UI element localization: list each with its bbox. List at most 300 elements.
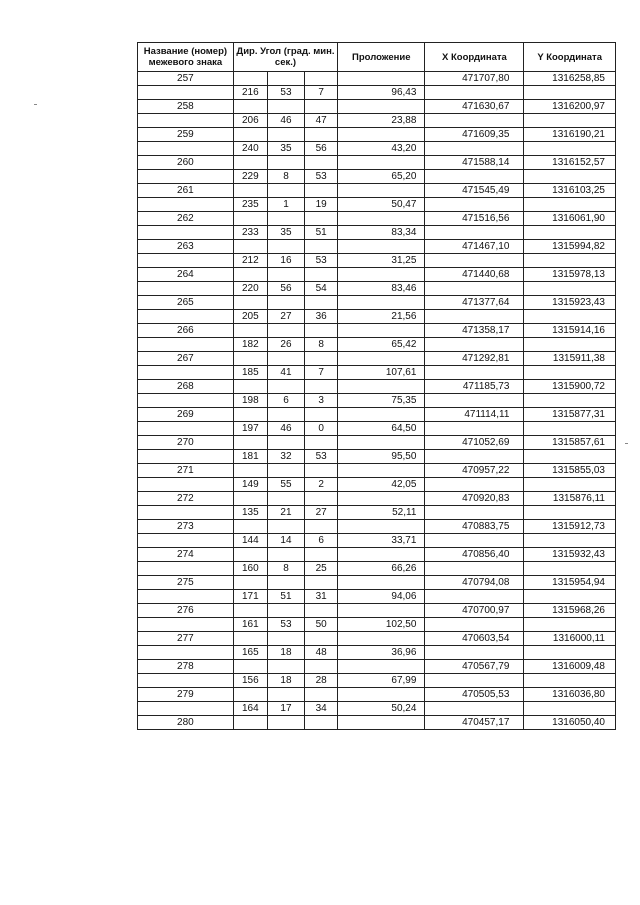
length-cell (338, 492, 425, 506)
angle-seconds-cell: 51 (305, 226, 338, 240)
table-row (138, 618, 616, 632)
y-coordinate-cell (524, 86, 616, 100)
y-coordinate-cell (524, 142, 616, 156)
angle-seconds-cell (305, 352, 338, 366)
y-coordinate-cell: 1315978,13 (524, 268, 616, 282)
x-coordinate-cell: 471358,17 (425, 324, 524, 338)
y-coordinate-cell (524, 338, 616, 352)
table-row (138, 408, 616, 422)
length-cell (338, 296, 425, 310)
angle-seconds-cell: 0 (305, 422, 338, 436)
point-name-cell: 266 (138, 324, 234, 338)
angle-minutes-cell (267, 128, 304, 142)
table-row (138, 72, 616, 86)
point-name-cell (138, 478, 234, 492)
point-name-cell: 263 (138, 240, 234, 254)
angle-seconds-cell: 3 (305, 394, 338, 408)
x-coordinate-cell: 470505,53 (425, 688, 524, 702)
point-name-cell: 265 (138, 296, 234, 310)
point-name-cell: 261 (138, 184, 234, 198)
length-cell (338, 324, 425, 338)
table-row (138, 380, 616, 394)
length-cell (338, 464, 425, 478)
length-cell: 21,56 (338, 310, 425, 324)
table-row (138, 436, 616, 450)
point-name-cell (138, 506, 234, 520)
length-cell: 50,47 (338, 198, 425, 212)
angle-degrees-cell (233, 128, 267, 142)
y-coordinate-cell: 1315994,82 (524, 240, 616, 254)
angle-degrees-cell (233, 716, 267, 730)
angle-minutes-cell (267, 520, 304, 534)
angle-degrees-cell: 206 (233, 114, 267, 128)
angle-degrees-cell: 160 (233, 562, 267, 576)
angle-seconds-cell: 54 (305, 282, 338, 296)
y-coordinate-cell (524, 562, 616, 576)
x-coordinate-cell: 470457,17 (425, 716, 524, 730)
point-name-cell: 273 (138, 520, 234, 534)
angle-minutes-cell: 32 (267, 450, 304, 464)
x-coordinate-cell (425, 674, 524, 688)
angle-seconds-cell (305, 268, 338, 282)
point-name-cell: 269 (138, 408, 234, 422)
table-row (138, 590, 616, 604)
point-name-cell (138, 366, 234, 380)
angle-degrees-cell (233, 324, 267, 338)
angle-degrees-cell (233, 296, 267, 310)
angle-degrees-cell (233, 240, 267, 254)
angle-minutes-cell (267, 268, 304, 282)
y-coordinate-cell: 1316000,11 (524, 632, 616, 646)
y-coordinate-cell: 1315968,26 (524, 604, 616, 618)
angle-minutes-cell (267, 716, 304, 730)
angle-minutes-cell: 56 (267, 282, 304, 296)
angle-degrees-cell (233, 688, 267, 702)
angle-degrees-cell: 171 (233, 590, 267, 604)
y-coordinate-cell: 1315954,94 (524, 576, 616, 590)
length-cell (338, 240, 425, 254)
angle-minutes-cell (267, 632, 304, 646)
point-name-cell: 271 (138, 464, 234, 478)
x-coordinate-cell (425, 254, 524, 268)
angle-seconds-cell (305, 408, 338, 422)
angle-minutes-cell: 21 (267, 506, 304, 520)
angle-seconds-cell (305, 492, 338, 506)
x-coordinate-cell (425, 142, 524, 156)
y-coordinate-cell: 1316050,40 (524, 716, 616, 730)
angle-minutes-cell: 14 (267, 534, 304, 548)
angle-seconds-cell (305, 184, 338, 198)
angle-minutes-cell (267, 492, 304, 506)
angle-seconds-cell (305, 380, 338, 394)
angle-minutes-cell: 35 (267, 142, 304, 156)
point-name-cell (138, 422, 234, 436)
length-cell (338, 716, 425, 730)
angle-degrees-cell (233, 576, 267, 590)
angle-minutes-cell: 8 (267, 562, 304, 576)
angle-minutes-cell: 53 (267, 86, 304, 100)
angle-degrees-cell: 156 (233, 674, 267, 688)
table-body (138, 72, 616, 730)
angle-degrees-cell: 149 (233, 478, 267, 492)
angle-degrees-cell (233, 464, 267, 478)
table-row (138, 310, 616, 324)
point-name-cell: 258 (138, 100, 234, 114)
point-name-cell: 270 (138, 436, 234, 450)
x-coordinate-cell: 471114,11 (425, 408, 524, 422)
table-row (138, 548, 616, 562)
angle-seconds-cell (305, 240, 338, 254)
angle-degrees-cell: 205 (233, 310, 267, 324)
y-coordinate-cell (524, 506, 616, 520)
point-name-cell: 272 (138, 492, 234, 506)
length-cell: 96,43 (338, 86, 425, 100)
angle-seconds-cell (305, 548, 338, 562)
angle-seconds-cell (305, 632, 338, 646)
point-name-cell (138, 450, 234, 464)
table-row (138, 646, 616, 660)
angle-seconds-cell (305, 128, 338, 142)
length-cell: 33,71 (338, 534, 425, 548)
angle-degrees-cell: 198 (233, 394, 267, 408)
point-name-cell (138, 534, 234, 548)
length-cell (338, 660, 425, 674)
angle-seconds-cell: 53 (305, 254, 338, 268)
point-name-cell (138, 198, 234, 212)
length-cell: 67,99 (338, 674, 425, 688)
table-row (138, 282, 616, 296)
x-coordinate-cell: 470920,83 (425, 492, 524, 506)
angle-degrees-cell: 216 (233, 86, 267, 100)
angle-degrees-cell (233, 212, 267, 226)
length-cell: 50,24 (338, 702, 425, 716)
angle-minutes-cell: 17 (267, 702, 304, 716)
angle-degrees-cell: 135 (233, 506, 267, 520)
angle-degrees-cell (233, 380, 267, 394)
angle-degrees-cell (233, 184, 267, 198)
angle-minutes-cell (267, 296, 304, 310)
y-coordinate-cell: 1316103,25 (524, 184, 616, 198)
table-row (138, 268, 616, 282)
y-coordinate-cell (524, 394, 616, 408)
x-coordinate-cell (425, 702, 524, 716)
angle-seconds-cell (305, 156, 338, 170)
angle-minutes-cell: 46 (267, 114, 304, 128)
x-coordinate-cell (425, 282, 524, 296)
length-cell (338, 548, 425, 562)
length-cell: 43,20 (338, 142, 425, 156)
angle-seconds-cell: 2 (305, 478, 338, 492)
point-name-cell: 259 (138, 128, 234, 142)
angle-seconds-cell: 27 (305, 506, 338, 520)
x-coordinate-cell (425, 226, 524, 240)
x-coordinate-cell (425, 590, 524, 604)
x-coordinate-cell (425, 86, 524, 100)
angle-degrees-cell (233, 100, 267, 114)
table-row (138, 394, 616, 408)
angle-seconds-cell (305, 688, 338, 702)
angle-seconds-cell (305, 520, 338, 534)
angle-seconds-cell: 53 (305, 170, 338, 184)
x-coordinate-cell: 471440,68 (425, 268, 524, 282)
angle-seconds-cell: 36 (305, 310, 338, 324)
angle-minutes-cell (267, 576, 304, 590)
angle-degrees-cell: 197 (233, 422, 267, 436)
length-cell (338, 576, 425, 590)
angle-seconds-cell: 25 (305, 562, 338, 576)
length-cell: 83,46 (338, 282, 425, 296)
length-cell (338, 688, 425, 702)
angle-minutes-cell (267, 100, 304, 114)
angle-degrees-cell (233, 268, 267, 282)
point-name-cell: 268 (138, 380, 234, 394)
header-y-coordinate: Y Координата (524, 43, 616, 72)
angle-seconds-cell (305, 464, 338, 478)
point-name-cell (138, 282, 234, 296)
angle-seconds-cell (305, 72, 338, 86)
angle-minutes-cell (267, 72, 304, 86)
angle-minutes-cell: 18 (267, 674, 304, 688)
x-coordinate-cell (425, 534, 524, 548)
angle-minutes-cell: 6 (267, 394, 304, 408)
table-row (138, 450, 616, 464)
y-coordinate-cell (524, 702, 616, 716)
x-coordinate-cell (425, 618, 524, 632)
table-header-row (138, 43, 616, 72)
angle-seconds-cell (305, 296, 338, 310)
y-coordinate-cell (524, 478, 616, 492)
y-coordinate-cell: 1316009,48 (524, 660, 616, 674)
table-row (138, 520, 616, 534)
length-cell: 65,20 (338, 170, 425, 184)
x-coordinate-cell: 470883,75 (425, 520, 524, 534)
angle-minutes-cell: 27 (267, 310, 304, 324)
point-name-cell (138, 226, 234, 240)
angle-seconds-cell (305, 324, 338, 338)
angle-minutes-cell (267, 184, 304, 198)
length-cell (338, 436, 425, 450)
table-row (138, 464, 616, 478)
length-cell (338, 156, 425, 170)
y-coordinate-cell: 1315932,43 (524, 548, 616, 562)
x-coordinate-cell: 471516,56 (425, 212, 524, 226)
angle-seconds-cell: 50 (305, 618, 338, 632)
point-name-cell (138, 170, 234, 184)
coordinates-table-sheet (137, 42, 616, 730)
angle-minutes-cell: 35 (267, 226, 304, 240)
point-name-cell (138, 674, 234, 688)
angle-seconds-cell: 8 (305, 338, 338, 352)
angle-degrees-cell (233, 492, 267, 506)
angle-seconds-cell: 7 (305, 366, 338, 380)
angle-seconds-cell (305, 212, 338, 226)
x-coordinate-cell (425, 506, 524, 520)
angle-minutes-cell (267, 156, 304, 170)
point-name-cell (138, 254, 234, 268)
length-cell (338, 632, 425, 646)
header-x-coordinate: X Координата (425, 43, 524, 72)
point-name-cell (138, 702, 234, 716)
length-cell: 31,25 (338, 254, 425, 268)
x-coordinate-cell: 471545,49 (425, 184, 524, 198)
length-cell: 83,34 (338, 226, 425, 240)
point-name-cell: 267 (138, 352, 234, 366)
point-name-cell: 262 (138, 212, 234, 226)
angle-minutes-cell: 18 (267, 646, 304, 660)
table-row (138, 198, 616, 212)
angle-degrees-cell (233, 156, 267, 170)
table-row (138, 352, 616, 366)
angle-minutes-cell (267, 240, 304, 254)
x-coordinate-cell (425, 646, 524, 660)
y-coordinate-cell (524, 422, 616, 436)
length-cell (338, 604, 425, 618)
y-coordinate-cell (524, 282, 616, 296)
header-length: Проложение (338, 43, 425, 72)
x-coordinate-cell: 470567,79 (425, 660, 524, 674)
x-coordinate-cell (425, 366, 524, 380)
x-coordinate-cell (425, 338, 524, 352)
y-coordinate-cell: 1316152,57 (524, 156, 616, 170)
point-name-cell (138, 142, 234, 156)
table-row (138, 170, 616, 184)
angle-degrees-cell: 181 (233, 450, 267, 464)
point-name-cell: 257 (138, 72, 234, 86)
length-cell: 42,05 (338, 478, 425, 492)
length-cell (338, 184, 425, 198)
angle-degrees-cell: 235 (233, 198, 267, 212)
y-coordinate-cell: 1316190,21 (524, 128, 616, 142)
table-row (138, 226, 616, 240)
scan-speck (625, 443, 628, 444)
table-row (138, 156, 616, 170)
y-coordinate-cell (524, 170, 616, 184)
angle-minutes-cell (267, 660, 304, 674)
length-cell (338, 100, 425, 114)
angle-seconds-cell: 19 (305, 198, 338, 212)
angle-minutes-cell (267, 604, 304, 618)
header-direction-angle: Дир. Угол (град. мин. сек.) (233, 43, 337, 72)
length-cell (338, 128, 425, 142)
point-name-cell: 279 (138, 688, 234, 702)
length-cell: 95,50 (338, 450, 425, 464)
angle-degrees-cell: 182 (233, 338, 267, 352)
y-coordinate-cell: 1315923,43 (524, 296, 616, 310)
angle-degrees-cell: 233 (233, 226, 267, 240)
y-coordinate-cell (524, 646, 616, 660)
point-name-cell: 280 (138, 716, 234, 730)
length-cell (338, 352, 425, 366)
angle-degrees-cell (233, 604, 267, 618)
table-row (138, 296, 616, 310)
angle-minutes-cell (267, 352, 304, 366)
angle-minutes-cell: 26 (267, 338, 304, 352)
table-row (138, 576, 616, 590)
y-coordinate-cell (524, 114, 616, 128)
y-coordinate-cell (524, 366, 616, 380)
y-coordinate-cell: 1315914,16 (524, 324, 616, 338)
length-cell (338, 380, 425, 394)
x-coordinate-cell (425, 198, 524, 212)
y-coordinate-cell: 1315911,38 (524, 352, 616, 366)
angle-degrees-cell: 161 (233, 618, 267, 632)
table-row (138, 100, 616, 114)
length-cell (338, 212, 425, 226)
length-cell (338, 72, 425, 86)
angle-minutes-cell (267, 324, 304, 338)
angle-minutes-cell (267, 408, 304, 422)
angle-minutes-cell: 46 (267, 422, 304, 436)
x-coordinate-cell: 471630,67 (425, 100, 524, 114)
x-coordinate-cell: 471707,80 (425, 72, 524, 86)
angle-minutes-cell (267, 464, 304, 478)
angle-degrees-cell: 229 (233, 170, 267, 184)
angle-minutes-cell: 51 (267, 590, 304, 604)
y-coordinate-cell (524, 534, 616, 548)
table-row (138, 702, 616, 716)
angle-seconds-cell: 48 (305, 646, 338, 660)
angle-minutes-cell (267, 212, 304, 226)
x-coordinate-cell: 470957,22 (425, 464, 524, 478)
y-coordinate-cell (524, 254, 616, 268)
point-name-cell (138, 338, 234, 352)
angle-minutes-cell: 1 (267, 198, 304, 212)
angle-seconds-cell: 53 (305, 450, 338, 464)
angle-degrees-cell (233, 436, 267, 450)
length-cell: 65,42 (338, 338, 425, 352)
y-coordinate-cell: 1316036,80 (524, 688, 616, 702)
point-name-cell: 274 (138, 548, 234, 562)
angle-degrees-cell: 220 (233, 282, 267, 296)
y-coordinate-cell: 1315877,31 (524, 408, 616, 422)
table-row (138, 660, 616, 674)
angle-minutes-cell (267, 380, 304, 394)
y-coordinate-cell (524, 226, 616, 240)
y-coordinate-cell: 1315900,72 (524, 380, 616, 394)
angle-degrees-cell: 165 (233, 646, 267, 660)
y-coordinate-cell: 1316061,90 (524, 212, 616, 226)
angle-degrees-cell (233, 408, 267, 422)
length-cell (338, 408, 425, 422)
point-name-cell: 264 (138, 268, 234, 282)
scan-speck (34, 104, 37, 105)
y-coordinate-cell: 1315855,03 (524, 464, 616, 478)
angle-seconds-cell: 31 (305, 590, 338, 604)
point-name-cell (138, 86, 234, 100)
angle-seconds-cell (305, 716, 338, 730)
x-coordinate-cell: 471609,35 (425, 128, 524, 142)
angle-seconds-cell (305, 576, 338, 590)
angle-degrees-cell (233, 632, 267, 646)
x-coordinate-cell: 471467,10 (425, 240, 524, 254)
angle-seconds-cell: 56 (305, 142, 338, 156)
y-coordinate-cell (524, 450, 616, 464)
angle-degrees-cell (233, 72, 267, 86)
x-coordinate-cell (425, 422, 524, 436)
length-cell: 94,06 (338, 590, 425, 604)
length-cell (338, 520, 425, 534)
length-cell: 36,96 (338, 646, 425, 660)
point-name-cell (138, 646, 234, 660)
length-cell: 75,35 (338, 394, 425, 408)
x-coordinate-cell (425, 170, 524, 184)
y-coordinate-cell: 1316200,97 (524, 100, 616, 114)
length-cell: 107,61 (338, 366, 425, 380)
angle-minutes-cell: 16 (267, 254, 304, 268)
length-cell: 52,11 (338, 506, 425, 520)
x-coordinate-cell: 471185,73 (425, 380, 524, 394)
y-coordinate-cell: 1315912,73 (524, 520, 616, 534)
